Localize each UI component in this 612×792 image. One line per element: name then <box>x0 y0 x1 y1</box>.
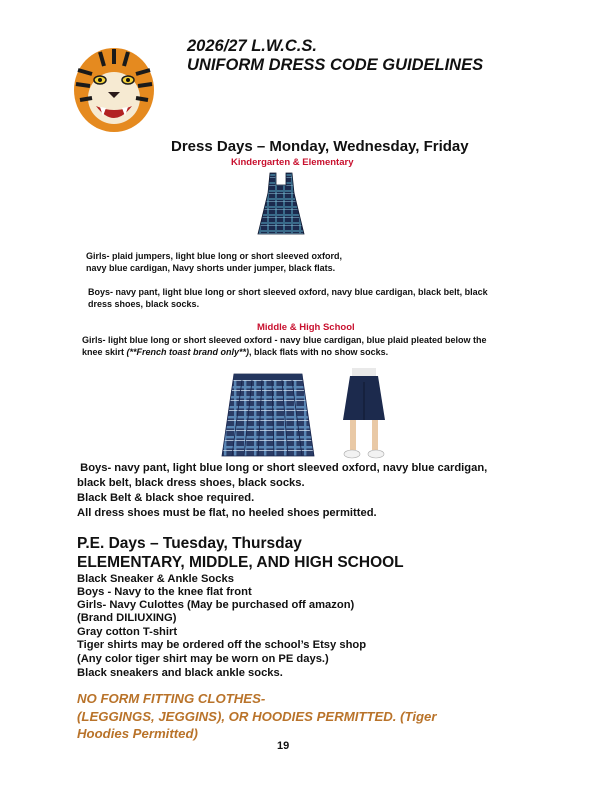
middle-high-subheading: Middle & High School <box>257 322 355 333</box>
pe-line-5: Gray cotton T-shirt <box>77 626 178 638</box>
warning-line1: NO FORM FITTING CLOTHES- <box>77 691 266 706</box>
pe-line-3: Girls- Navy Culottes (May be purchased off amazon) <box>77 599 355 611</box>
pe-days-heading: P.E. Days – Tuesday, Thursday <box>77 535 302 552</box>
middle-high-girls-line2 <box>82 346 388 358</box>
middle-high-boys-line1: Boys- navy pant, light blue long or short sleeved oxford, navy blue cardigan, <box>77 462 488 474</box>
elementary-girls-line2: navy blue cardigan, Navy shorts under jumper, black flats. <box>86 263 336 273</box>
elementary-girls-line1: Girls- plaid jumpers, light blue long or short sleeved oxford, <box>86 251 343 261</box>
middle-high-boys-line2: black belt, black dress shoes, black socks. <box>77 477 305 489</box>
pe-line-8: Black sneakers and black ankle socks. <box>77 667 283 679</box>
middle-high-girls-line1: Girls- light blue long or short sleeved oxford - navy blue cardigan, blue plaid pleated below the <box>82 335 487 345</box>
pe-line-6: Tiger shirts may be ordered off the school’s Etsy shop <box>77 639 367 651</box>
pleated-skirt-image <box>220 372 316 458</box>
tiger-logo <box>70 40 158 135</box>
elementary-boys-line2: dress shoes, black socks. <box>88 299 200 309</box>
dress-days-heading: Dress Days – Monday, Wednesday, Friday <box>171 138 469 155</box>
pe-line-1: Black Sneaker & Ankle Socks <box>77 573 234 585</box>
french-toast-note: (**French toast brand only**) <box>126 347 250 357</box>
elementary-boys-line1: Boys- navy pant, light blue long or short sleeved oxford, navy blue cardigan, black belt, black <box>88 287 488 297</box>
pe-line-4: (Brand DILIUXING) <box>77 612 177 624</box>
pe-line-2: Boys - Navy to the knee flat front <box>77 586 252 598</box>
plaid-jumper-image <box>256 171 306 236</box>
girls-line2-end: , black flats with no show socks. <box>249 347 389 357</box>
pe-days-subheading: ELEMENTARY, MIDDLE, AND HIGH SCHOOL <box>77 554 404 571</box>
elementary-subheading: Kindergarten & Elementary <box>231 157 354 168</box>
pe-line-7: (Any color tiger shirt may be worn on PE days.) <box>77 653 329 665</box>
middle-high-boys-line3: Black Belt & black shoe required. <box>77 492 255 504</box>
middle-high-boys-line4: All dress shoes must be flat, no heeled shoes permitted. <box>77 507 377 519</box>
warning-line3: Hoodies Permitted) <box>77 726 198 741</box>
document-title-line2: UNIFORM DRESS CODE GUIDELINES <box>187 56 484 74</box>
document-title-line1: 2026/27 L.W.C.S. <box>187 37 317 55</box>
girls-line2-start: knee skirt <box>82 347 127 357</box>
warning-line2: (LEGGINGS, JEGGINS), OR HOODIES PERMITTED. (Tiger <box>77 709 437 724</box>
page-number: 19 <box>277 740 290 752</box>
navy-culottes-image <box>342 368 386 460</box>
